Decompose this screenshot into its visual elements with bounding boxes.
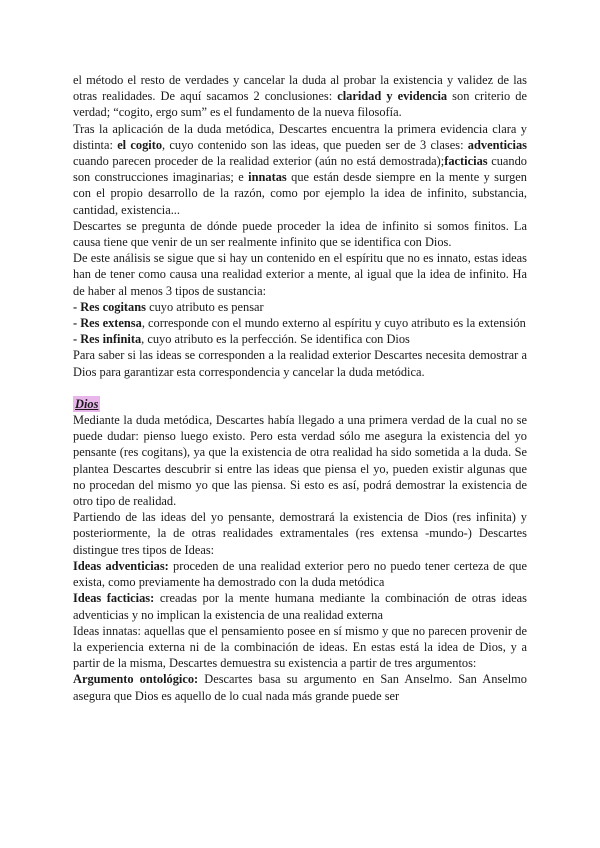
paragraph-argumento-ontologico: Argumento ontológico: Descartes basa su argumento en San Anselmo. San Anselmo asegura que Dios es aquello de lo cual nada más grande puede ser: [73, 672, 527, 703]
section-heading-row: [73, 396, 527, 412]
paragraph-ideas-innatas: Ideas innatas: aquellas que el pensamiento posee en sí mismo y que no parecen provenir de la experiencia externa ni de la combinación de ideas. En estas está la idea de Dios, y a partir de la misma, Descartes demuestra su existencia a partir de tres argumentos:: [73, 623, 527, 671]
list-item-res-infinita: - Res infinita, cuyo atributo es la perfección. Se identifica con Dios: [73, 332, 410, 347]
paragraph-infinite: Descartes se pregunta de dónde puede proceder la idea de infinito si somos finitos. La causa tiene que venir de un ser realmente infinito que se identifica con Dios.: [73, 218, 527, 250]
document-page: [73, 72, 527, 704]
paragraph-ideas-adventicias: Ideas adventicias: proceden de una realidad exterior pero no puedo tener certeza de que exista, como previamente ha demostrado con la duda metódica: [73, 558, 527, 590]
paragraph-duda-metodica: Mediante la duda metódica, Descartes había llegado a una primera verdad de la cual no se puede dudar: pienso luego existo. Pero esta verdad sólo me asegura la existencia del yo pensante (res cogitans), ya que la existencia de otra realidad ha sido sometida a la duda. Se plantea Descartes descubrir si entre las ideas que piensa el yo, pueden existir algunas que no procedan del mismo yo que las piensa. Si esto es así, podrá demostrar la existencia de otro tipo de realidad.: [73, 413, 527, 509]
paragraph-yo-pensante: Partiendo de las ideas del yo pensante, demostrará la existencia de Dios (res infinita) y posteriormente, la de otras realidades extramentales (res extensa -mundo-) Descartes distingue tres tipos de Ideas:: [73, 510, 527, 557]
section-heading-dios: Dios: [75, 396, 99, 411]
paragraph-conclusions: el método el resto de verdades y cancelar la duda al probar la existencia y validez de las otras realidades. De aquí sacamos 2 conclusiones: claridad y evidencia son criterio de verdad; “cogito, ergo sum” es el fundamento de la nueva filosofía.: [73, 73, 527, 120]
paragraph-analysis: De este análisis se sigue que si hay un contenido en el espíritu que no es innato, estas ideas han de tener como causa una realidad exterior a mente, al igual que la idea de infinito. Ha de haber al menos 3 tipos de sustancia:: [73, 251, 527, 298]
list-item-res-cogitans: - Res cogitans cuyo atributo es pensar: [73, 299, 264, 314]
paragraph-cogito: Tras la aplicación de la duda metódica, Descartes encuentra la primera evidencia clara y distinta: el cogito, cuyo contenido son las ideas, que pueden ser de 3 clases: adventicias cuando parecen proceder de la realidad exterior (aún no está demostrada);facticias cuando son construcciones imaginarias; e innatas que están desde siempre en la mente y surgen con el propio desarrollo de la razón, como por ejemplo la idea de infinito, substancia, cantidad, existencia...: [73, 121, 527, 217]
paragraph-ideas-facticias: Ideas facticias: creadas por la mente humana mediante la combinación de otras ideas adventicias y no implican la existencia de una realidad externa: [73, 591, 527, 622]
list-item-res-extensa: - Res extensa, corresponde con el mundo externo al espíritu y cuyo atributo es la extensión: [73, 316, 526, 331]
paragraph-demonstrate-god: Para saber si las ideas se corresponden a la realidad exterior Descartes necesita demostrar a Dios para garantizar esta correspondencia y cancelar la duda metódica.: [73, 348, 527, 379]
section-gap: [73, 380, 527, 396]
